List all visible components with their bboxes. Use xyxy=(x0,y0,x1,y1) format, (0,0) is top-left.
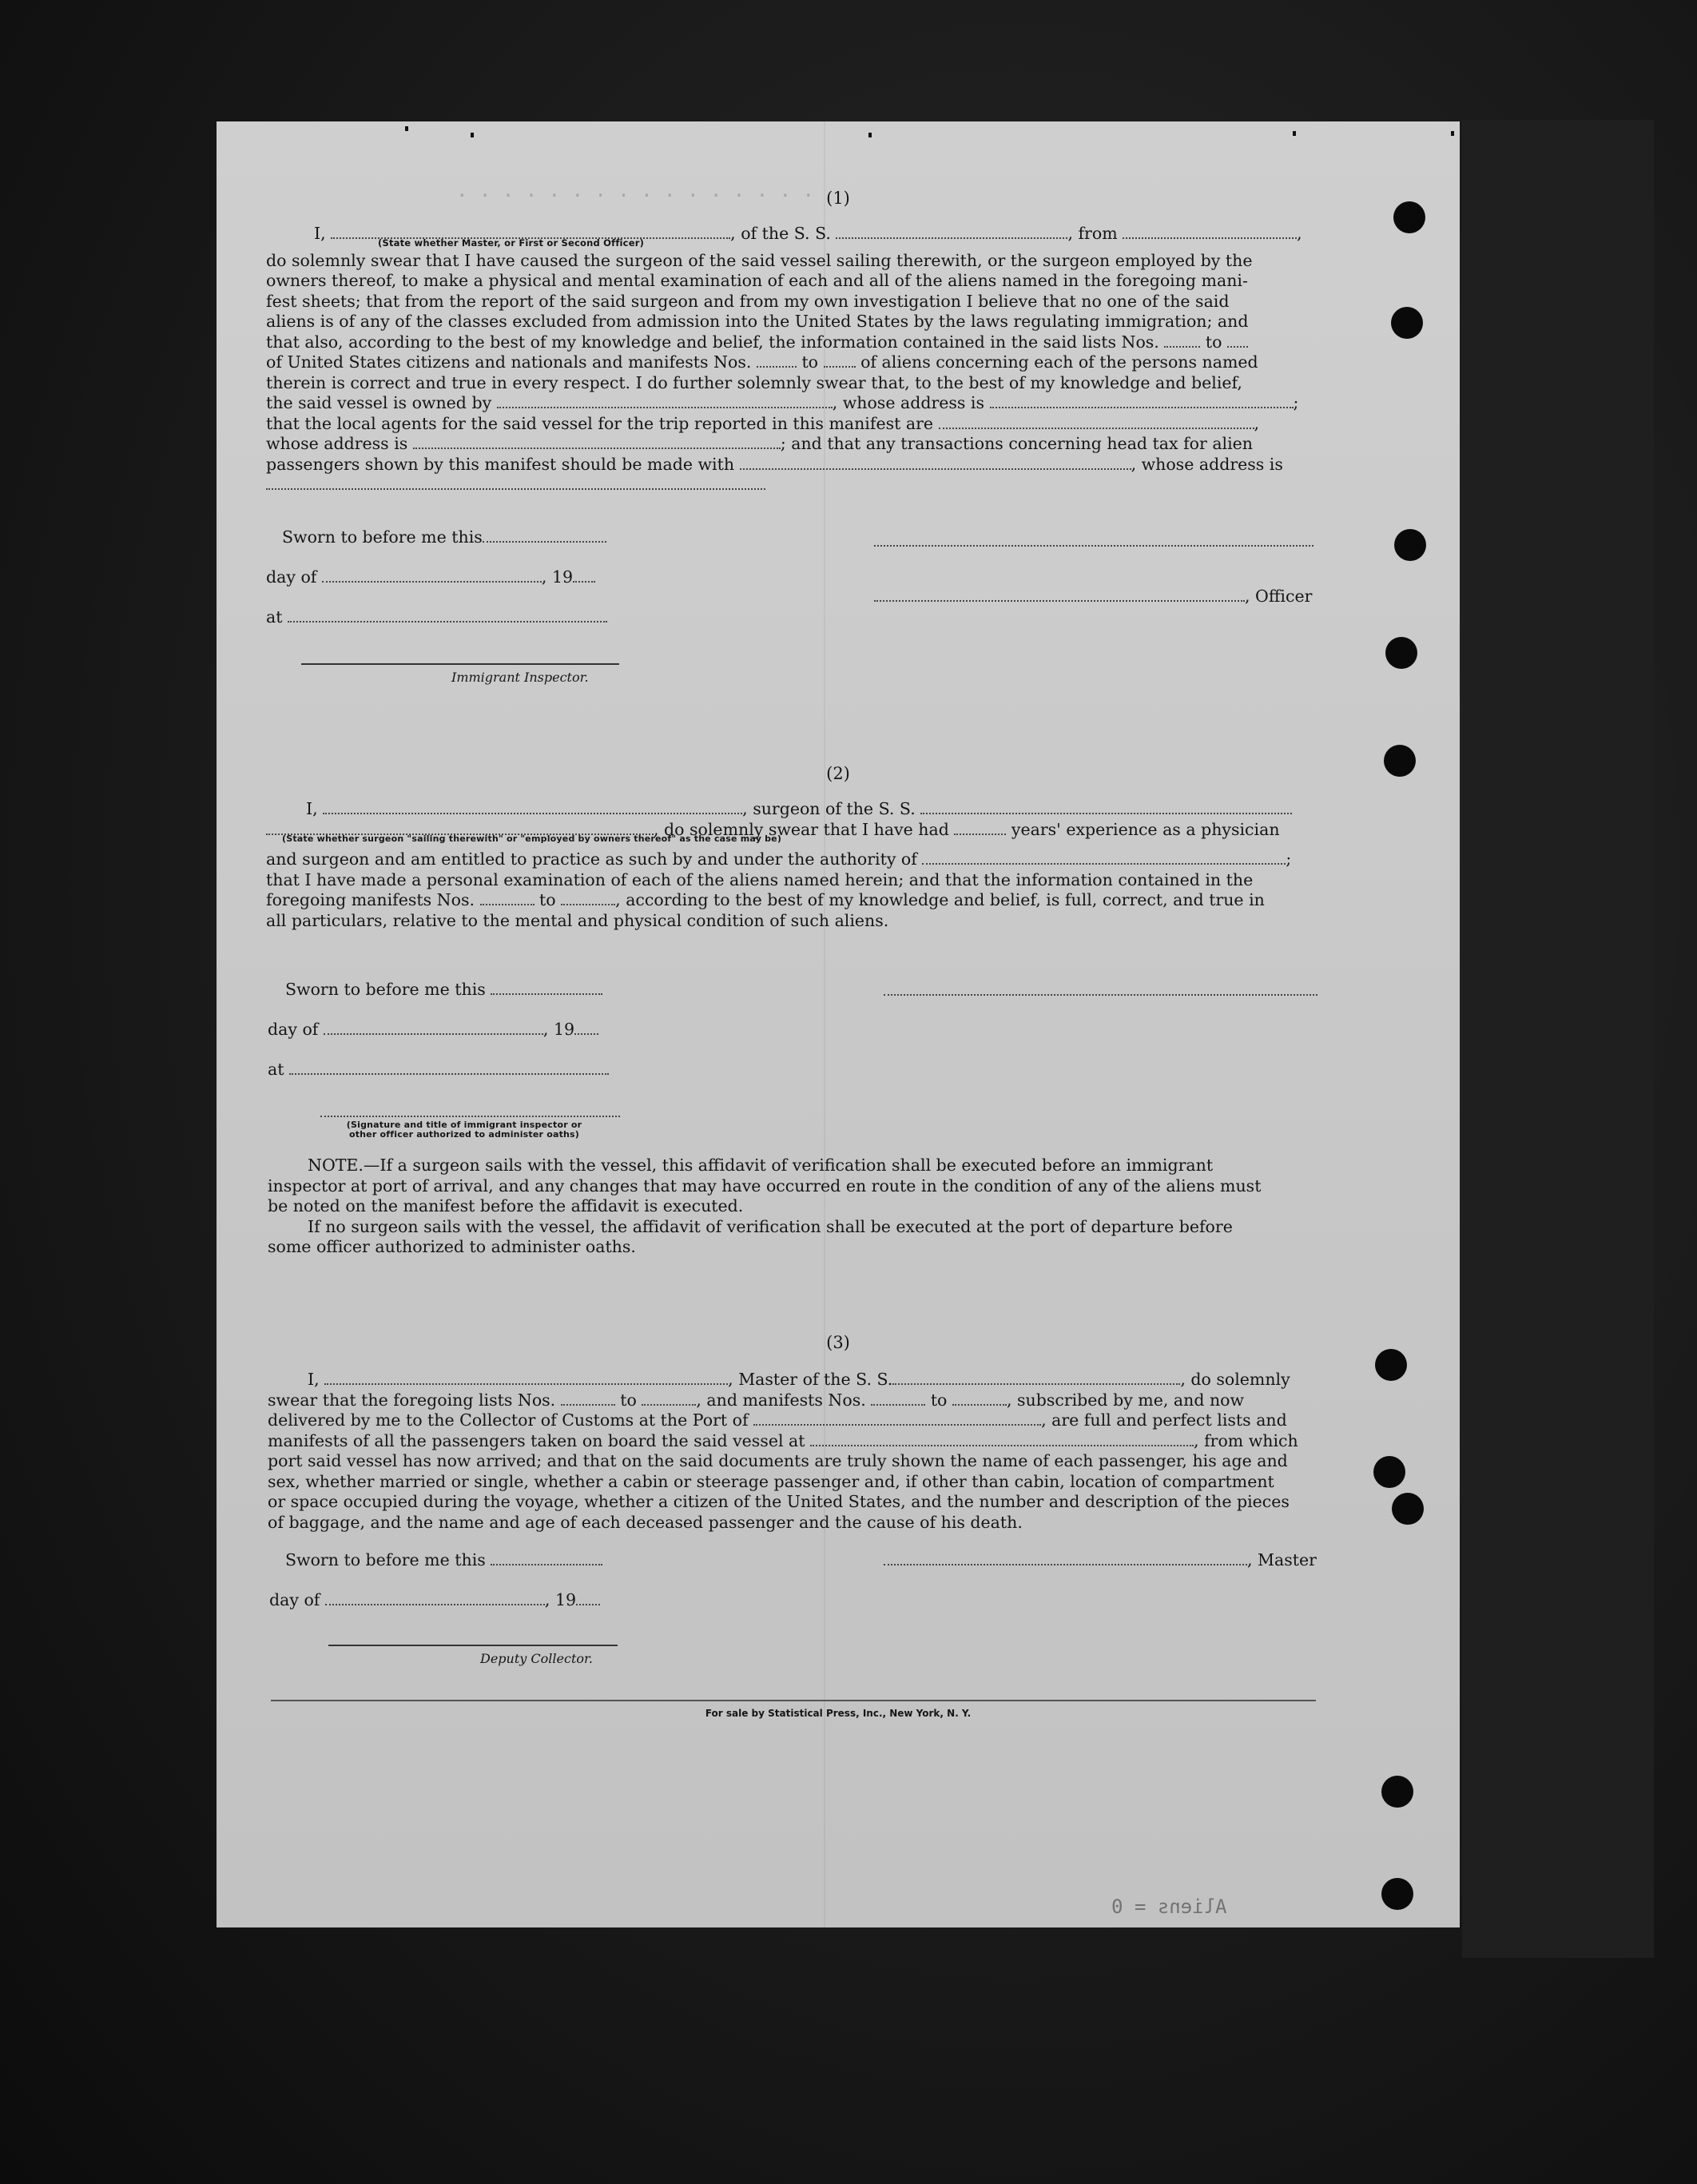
rank-caption: (State whether Master, or First or Second Officer) xyxy=(378,237,645,249)
bleed-through-header: . . . . . . . . . . . . . . . . xyxy=(456,179,814,201)
section-1-oath xyxy=(266,224,1317,495)
deputy-collector-label: Deputy Collector. xyxy=(480,1651,593,1666)
section-2-oath: I, , surgeon of the S. S. , do solemnly swear that I have had years' experience as a physician (State whether surgeon "sailing therewith" or "employed by owners thereof" as the case may be) and surgeon and am entitled to practice as such by and under the authority of ; that I have made a personal examination of each of the aliens named herein; and that the information contained in the foregoing manifests Nos. to , according to the best of my knowledge and belief, is full, correct, and true in all particulars, relative to the mental and physical condition of such aliens. xyxy=(266,799,1292,930)
at-line-2: at xyxy=(268,1060,609,1079)
note-block: NOTE.—If a surgeon sails with the vessel, this affidavit of verification shall be executed before an immigrant inspector at port of arrival, and any changes that may have occurred en route in the condition of any of the aliens must be noted on the manifest before the affidavit is executed. If no surgeon sails with the vessel, the affidavit of verification shall be executed at the port of departure before some officer authorized to administer oaths. xyxy=(268,1156,1262,1256)
punch-hole xyxy=(1391,307,1423,339)
oath-line-1: I, , of the S. S. , from , xyxy=(314,224,1302,243)
master-signature-line: , Master xyxy=(884,1550,1317,1569)
punch-hole xyxy=(1375,1349,1407,1381)
day-of-line-1: day of , 19 xyxy=(266,567,595,587)
punch-hole xyxy=(1373,1456,1405,1488)
sworn-line-2: Sworn to before me this xyxy=(285,980,602,999)
sworn-line-3: Sworn to before me this xyxy=(285,1550,602,1569)
immigrant-inspector-label: Immigrant Inspector. xyxy=(451,670,589,685)
manifest-back-page xyxy=(217,121,1460,1927)
day-of-line-3: day of , 19 xyxy=(269,1590,600,1609)
punch-hole xyxy=(1394,529,1426,561)
punch-hole xyxy=(1392,1493,1424,1525)
day-of-line-2: day of , 19 xyxy=(268,1020,598,1039)
section-3-number: (3) xyxy=(826,1333,850,1352)
signature-caption: (Signature and title of immigrant inspector or other officer authorized to administer oaths) xyxy=(346,1120,582,1140)
officer-signature-line: , Officer xyxy=(874,587,1312,606)
sworn-line-1: Sworn to before me this xyxy=(282,527,606,547)
section-3-oath: I, , Master of the S. S. , do solemnly swear that the foregoing lists Nos. to , and manifests Nos. to , subscribed by me, and now delivered by me to the Collector of Customs at the Port of , are full and perfect lists and manifests of all the passengers taken on board the said vessel at , from which port said vessel has now arrived; and that on the said documents are truly shown the name of each passenger, his age and sex, whether married or single, whether a cabin or steerage passenger and, if other than cabin, location of compartment or space occupied during the voyage, whether a citizen of the United States, and the number and description of the pieces of baggage, and the name and age of each deceased passenger and the cause of his death. xyxy=(268,1370,1298,1532)
printer-credit: For sale by Statistical Press, Inc., New York, N. Y. xyxy=(705,1708,972,1719)
mirrored-stamp: Aliens = 0 xyxy=(1111,1896,1227,1918)
punch-hole xyxy=(1385,637,1417,669)
punch-hole xyxy=(1381,1878,1413,1910)
punch-hole xyxy=(1381,1776,1413,1808)
section-1-number: (1) xyxy=(826,189,850,208)
at-line-1: at xyxy=(266,607,607,627)
section-2-number: (2) xyxy=(826,764,850,783)
oath-body-1: do solemnly swear that I have caused the surgeon of the said vessel sailing therewith, or the surgeon employed by the owners thereof, to make a physical and mental examination of each and all of the aliens named in the foregoing mani- fest sheets; that from the report of the said surgeon and from my own investigation I believe that no one of the said aliens is of any of the classes excluded from admission into the United States by the laws regulating immigration; and that also, according to the best of my knowledge and belief, the information contained in the said lists Nos. to of United States citizens and nationals and manifests Nos. to of aliens concerning each of the persons named therein is correct and true in every respect. I do further solemnly swear that, to the best of my knowledge and belief, the said vessel is owned by , whose address is ; that the local agents for the said vessel for the trip reported in this manifest are , whose address is ; and that any transactions concerning head tax for alien passengers shown by this manifest should be made with , whose address is xyxy=(266,251,1317,495)
